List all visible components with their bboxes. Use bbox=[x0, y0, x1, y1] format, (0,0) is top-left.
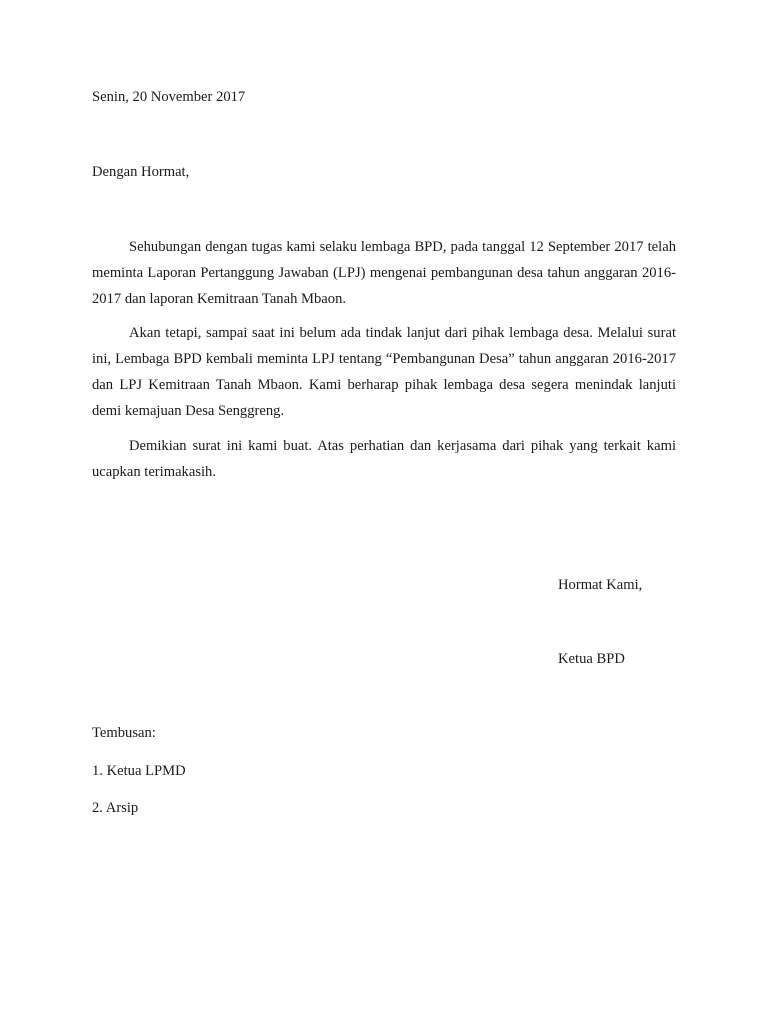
closing: Hormat Kami, bbox=[558, 577, 643, 593]
cc-label: Tembusan: bbox=[92, 725, 156, 741]
paragraph-3: Demikian surat ini kami buat. Atas perhatian dan kerjasama dari pihak yang terkait kami ucapkan terimakasih. bbox=[92, 438, 676, 480]
signatory-title: Ketua BPD bbox=[558, 651, 625, 667]
salutation: Dengan Hormat, bbox=[92, 164, 190, 180]
cc-item: 2. Arsip bbox=[92, 800, 139, 816]
paragraph-2: Akan tetapi, sampai saat ini belum ada tindak lanjut dari pihak lembaga desa. Melalui surat ini, Lembaga BPD kembali meminta LPJ tentang “Pembangunan Desa” tahun anggaran 2016-2017 dan LPJ Kemitraan Tanah Mbaon. Kami berharap pihak lembaga desa segera menindak lanjuti demi kemajuan Desa Senggreng. bbox=[92, 325, 676, 419]
cc-item: 1. Ketua LPMD bbox=[92, 763, 186, 779]
letter-date: Senin, 20 November 2017 bbox=[92, 89, 246, 105]
paragraph-1: Sehubungan dengan tugas kami selaku lembaga BPD, pada tanggal 12 September 2017 telah meminta Laporan Pertanggung Jawaban (LPJ) mengenai pembangunan desa tahun anggaran 2016-2017 dan laporan Kemitraan Tanah Mbaon. bbox=[92, 239, 676, 307]
